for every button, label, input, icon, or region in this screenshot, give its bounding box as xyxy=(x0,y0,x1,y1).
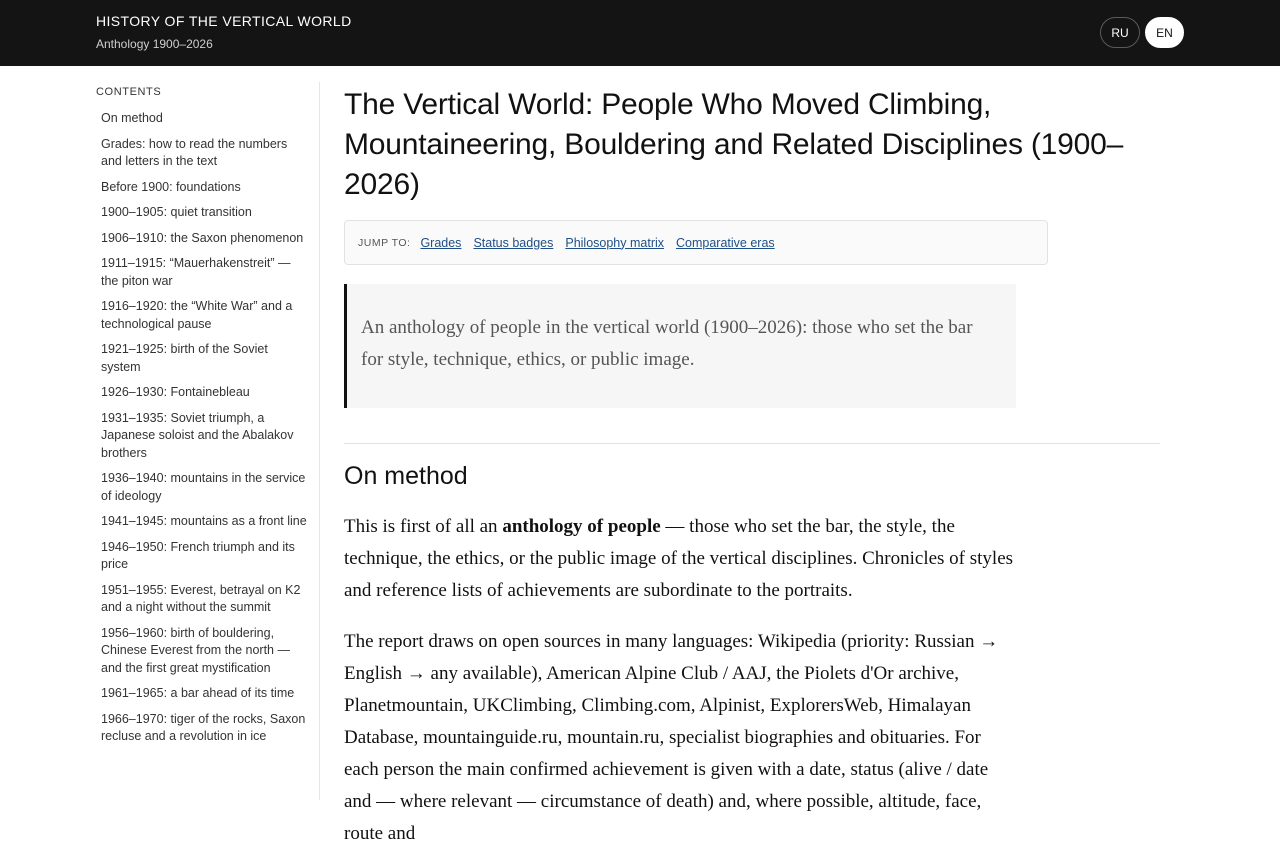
brand[interactable] xyxy=(96,12,352,52)
paragraph-1 xyxy=(344,511,1016,607)
toc-item[interactable]: 1926–1930: Fontainebleau xyxy=(101,385,250,399)
jump-link-comparative-eras[interactable]: Comparative eras xyxy=(676,235,775,250)
jump-link-grades[interactable]: Grades xyxy=(420,235,462,250)
paragraph-1-bold: anthology of people xyxy=(502,516,661,537)
paragraph-1-start: This is first of all an xyxy=(344,516,503,537)
toc-item[interactable]: 1941–1945: mountains as a front line xyxy=(101,514,307,528)
jump-link-status-badges[interactable]: Status badges xyxy=(473,235,554,250)
jump-label: JUMP TO: xyxy=(358,236,411,249)
table-of-contents xyxy=(96,82,320,800)
toc-item[interactable]: 1906–1910: the Saxon phenomenon xyxy=(101,230,304,245)
toc-heading: CONTENTS xyxy=(96,86,162,98)
site-title[interactable]: HISTORY OF THE VERTICAL WORLD xyxy=(96,13,352,29)
jump-bar xyxy=(344,220,1048,265)
toc-item[interactable]: 1966–1970: tiger of the rocks, Saxon recluse and a revolution in ice xyxy=(101,711,306,743)
language-ru-button[interactable]: RU xyxy=(1100,17,1140,48)
section-title-on-method: On method xyxy=(344,462,468,490)
toc-item[interactable]: 1946–1950: French triumph and its price xyxy=(101,539,295,571)
site-subtitle: Anthology 1900–2026 xyxy=(96,37,213,51)
toc-list xyxy=(96,106,319,750)
lede-text: An anthology of people in the vertical world (1900–2026): those who set the bar for style, technique, ethics, or public image. xyxy=(361,317,973,370)
section-divider xyxy=(344,443,1160,444)
toc-item[interactable]: 1921–1925: birth of the Soviet system xyxy=(101,342,268,374)
toc-item[interactable]: Grades: how to read the numbers and letters in the text xyxy=(101,136,288,168)
toc-item[interactable]: 1956–1960: birth of bouldering, Chinese Everest from the north — and the first great mystification xyxy=(101,625,290,675)
toc-item[interactable]: 1951–1955: Everest, betrayal on K2 and a night without the summit xyxy=(101,582,301,614)
toc-item[interactable]: 1911–1915: “Mauerhakenstreit” — the piton war xyxy=(101,256,291,288)
paragraph-1-end: — those who set the bar, the style, the technique, the ethics, or the public image of the vertical disciplines. Chronicles of styles and reference lists of achievements are subordinate to the portraits. xyxy=(344,516,1014,601)
toc-item[interactable]: 1936–1940: mountains in the service of ideology xyxy=(101,471,306,503)
top-bar xyxy=(0,0,1280,66)
toc-item[interactable]: 1961–1965: a bar ahead of its time xyxy=(101,686,295,700)
language-en-button[interactable]: EN xyxy=(1145,17,1184,48)
page-title: The Vertical World: People Who Moved Climbing, Mountaineering, Bouldering and Related Disciplines (1900–2026) xyxy=(344,88,1124,201)
toc-item[interactable]: Before 1900: foundations xyxy=(101,179,241,194)
lede-quote xyxy=(344,284,1016,408)
paragraph-2: The report draws on open sources in many languages: Wikipedia (priority: Russian → English → any available), American Alpine Club / AAJ, the Piolets d'Or archive, Planetmountain, UKClimbing, Climbing.com, Alpinist, ExplorersWeb, Himalayan Database, mountainguide.ru, mountain.ru, specialist biographies and obituaries. For each person the main confirmed achievement is given with a date, status (alive / date and — where relevant — circumstance of death) and, where possible, altitude, face, route and xyxy=(344,631,999,844)
toc-item[interactable]: 1916–1920: the “White War” and a technological pause xyxy=(101,299,293,331)
toc-item[interactable]: On method xyxy=(101,111,163,125)
toc-item[interactable]: 1931–1935: Soviet triumph, a Japanese soloist and the Abalakov brothers xyxy=(101,410,294,460)
toc-item[interactable]: 1900–1905: quiet transition xyxy=(101,205,252,219)
main-content xyxy=(344,82,1160,844)
jump-link-philosophy-matrix[interactable]: Philosophy matrix xyxy=(565,235,665,250)
